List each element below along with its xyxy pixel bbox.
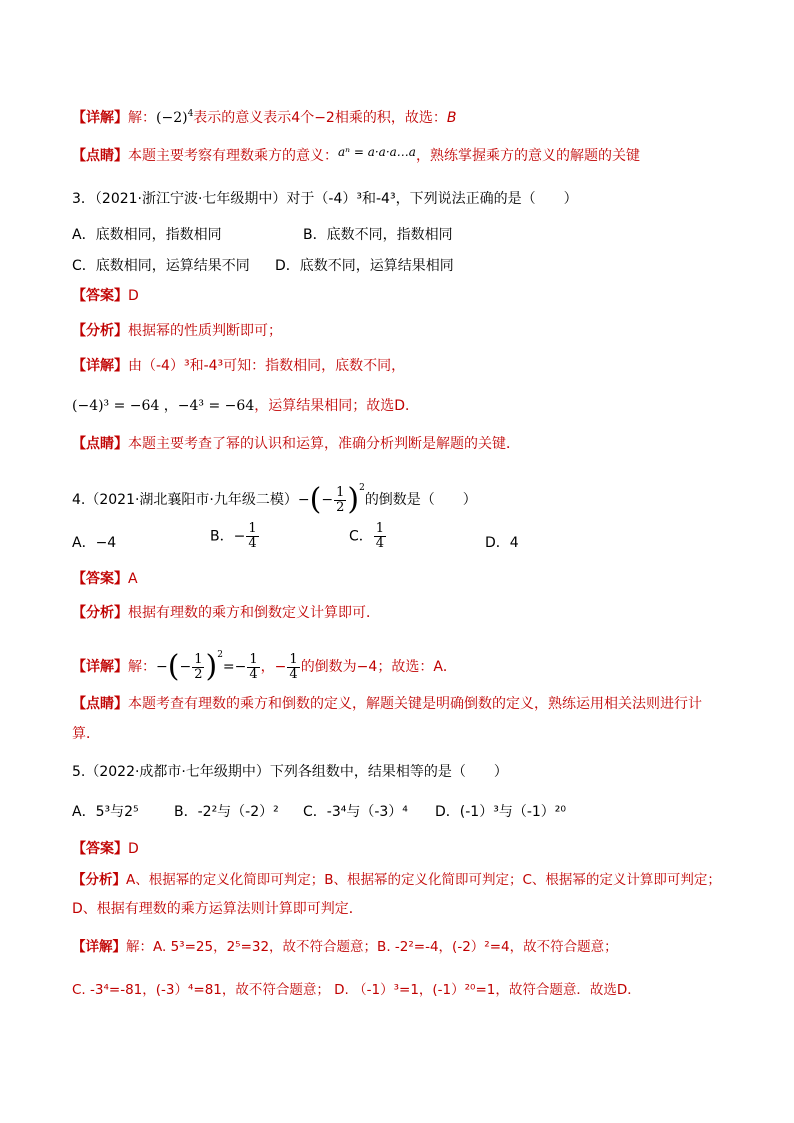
q3-option-d: D．底数不同，运算结果相同: [275, 258, 454, 274]
comment-label: 【点睛】: [72, 436, 128, 452]
q4-minus: −: [297, 492, 310, 508]
q5-option-d: D．(-1）³与（-1）²⁰: [435, 804, 566, 820]
q4-detail-line: [72, 645, 457, 682]
paren-right: ): [205, 649, 218, 684]
answer-label: 【答案】: [72, 571, 128, 587]
detail-label: 【详解】: [72, 110, 128, 126]
q3-analysis-line: [72, 321, 282, 341]
comment-tail: ，熟练掌握乘方的意义的解题的关键: [415, 148, 640, 164]
q4-stem-tail: 的倒数是（ ）: [364, 492, 477, 508]
q4-frac-den: 2: [336, 499, 345, 515]
frac-num: 1: [194, 651, 203, 667]
q2-comment-line: [72, 146, 640, 166]
q4-comment-l1: 本题考查有理数的乘方和倒数的定义，解题关键是明确倒数的定义，熟练运用相关法则进行计: [128, 696, 702, 712]
q2-detail-line: [72, 104, 456, 128]
detail-label: 【详解】: [72, 659, 128, 675]
q5-analysis-l1: A、根据幂的定义化简即可判定；B、根据幂的定义化简即可判定；C、根据幂的定义计算即可判定；: [126, 872, 721, 888]
frac-num: 1: [375, 521, 385, 536]
analysis-label: 【分析】: [72, 605, 128, 621]
q4-option-b-prefix: B．−: [210, 528, 246, 545]
q5-detail-line: [72, 937, 618, 957]
q3-answer-line: [72, 286, 139, 306]
q4-detail-prefix: 解：: [128, 659, 156, 675]
q4-stem: [72, 478, 477, 515]
comment-label: 【点睛】: [72, 696, 128, 712]
detail-body: 表示的意义表示4个−2相乘的积，故选：: [193, 110, 447, 126]
q3-option-a: A．底数相同，指数相同: [72, 227, 222, 243]
q4-option-b-frac: [246, 522, 258, 551]
q5-answer: D: [128, 841, 139, 857]
q3-detail-line: [72, 356, 405, 376]
q3-stem: 3．（2021·浙江宁波·七年级期中）对于（-4）³和-4³，下列说法正确的是（ ）: [72, 191, 578, 207]
q3-detail-tail: ，运算结果相同；故选D．: [254, 398, 420, 414]
q4-option-c-prefix: C．: [349, 528, 373, 545]
q4-option-a: A．−4: [72, 535, 117, 551]
q4-option-c: [349, 522, 387, 551]
q4-frac-num: 1: [336, 484, 345, 500]
q4-detail-comma: ，−: [260, 659, 287, 675]
comment-label: 【点睛】: [72, 148, 128, 164]
detail-choice: B: [446, 110, 457, 126]
q3-option-b: B．底数不同，指数相同: [303, 227, 453, 243]
detail-prefix: 解：: [128, 110, 156, 126]
frac-den: 4: [249, 666, 258, 682]
answer-label: 【答案】: [72, 288, 128, 304]
q4-analysis: 根据有理数的乘方和倒数定义计算即可．: [128, 605, 380, 621]
paren-right: ): [347, 482, 360, 517]
q3-option-c: C．底数相同，运算结果不同: [72, 258, 250, 274]
frac-den: 4: [248, 536, 257, 551]
q4-exp: 2: [359, 483, 365, 493]
comment-text: 本题主要考察有理数乘方的意义：: [128, 148, 338, 164]
q5-option-a: A．5³与2⁵: [72, 804, 139, 820]
q4-answer: A: [128, 571, 138, 587]
q3-detail: 由（-4）³和-4³可知：指数相同，底数不同，: [128, 358, 406, 374]
q5-detail-l1: 解：A. 5³=25，2⁵=32，故不符合题意；B. -2²=-4，(-2）²=4，故不符合题意；: [126, 939, 618, 955]
detail-label: 【详解】: [72, 358, 128, 374]
q5-answer-line: [72, 839, 139, 859]
q4-detail-minus-inner: −: [179, 659, 192, 675]
frac-num: 1: [248, 521, 257, 536]
q5-analysis-line: [72, 870, 721, 890]
paren-left: (: [167, 649, 180, 684]
q5-option-b: B．-2²与（-2）²: [174, 804, 279, 820]
detail-expr: (−2): [156, 110, 188, 126]
q4-detail-eq: =−: [222, 659, 247, 675]
detail-label: 【详解】: [72, 939, 126, 955]
q4-detail-minus: −: [156, 659, 168, 675]
q5-analysis-line-2: D、根据有理数的乘方运算法则计算即可判定．: [72, 901, 363, 917]
analysis-label: 【分析】: [72, 323, 128, 339]
analysis-label: 【分析】: [72, 872, 126, 888]
q4-fraction: [334, 486, 346, 515]
power-formula-image: aⁿ = a·a·a…a: [338, 145, 416, 159]
frac-den: 4: [289, 666, 298, 682]
q5-option-c: C．-3⁴与（-3）⁴: [303, 804, 408, 820]
frac-num: 1: [249, 651, 258, 667]
answer-label: 【答案】: [72, 841, 128, 857]
q3-comment: 本题主要考查了幂的认识和运算，准确分析判断是解题的关键．: [128, 436, 520, 452]
detail-exp: 4: [187, 109, 194, 119]
q3-analysis: 根据幂的性质判断即可；: [128, 323, 282, 339]
q4-option-d: D．4: [485, 535, 519, 551]
q4-detail-frac-quarter: [247, 653, 259, 682]
frac-num: 1: [289, 651, 298, 667]
q4-comment-line-2: 算．: [72, 726, 100, 742]
q4-stem-source: 4.（2021·湖北襄阳市·九年级二模）: [72, 492, 298, 508]
q4-detail-tail: 的倒数为−4；故选：A．: [300, 659, 457, 675]
q3-answer: D: [128, 288, 139, 304]
q5-stem: 5.（2022·成都市·七年级期中）下列各组数中，结果相等的是（ ）: [72, 764, 508, 780]
q4-option-c-frac: [374, 522, 386, 551]
q4-detail-frac-quarter-2: [287, 653, 299, 682]
q3-detail-expr: (−4)³ = −64 ，−4³ = −64: [72, 398, 255, 414]
q4-minus-inner: −: [321, 492, 334, 508]
frac-den: 4: [375, 536, 385, 551]
frac-den: 2: [194, 666, 203, 682]
q3-detail-line-2: [72, 396, 419, 416]
q4-analysis-line: [72, 603, 380, 623]
q3-comment-line: [72, 434, 520, 454]
q5-detail-line-2: C. -3⁴=-81，(-3）⁴=81，故不符合题意； D. （-1）³=1，(-1）²⁰=1，故符合题意．故选D．: [72, 982, 641, 998]
q4-detail-frac-half: [192, 653, 204, 682]
paren-left: (: [309, 482, 322, 517]
q4-comment-line: [72, 694, 702, 714]
q4-option-b: [210, 522, 260, 551]
q4-answer-line: [72, 569, 138, 589]
q4-detail-exp: 2: [217, 650, 223, 660]
